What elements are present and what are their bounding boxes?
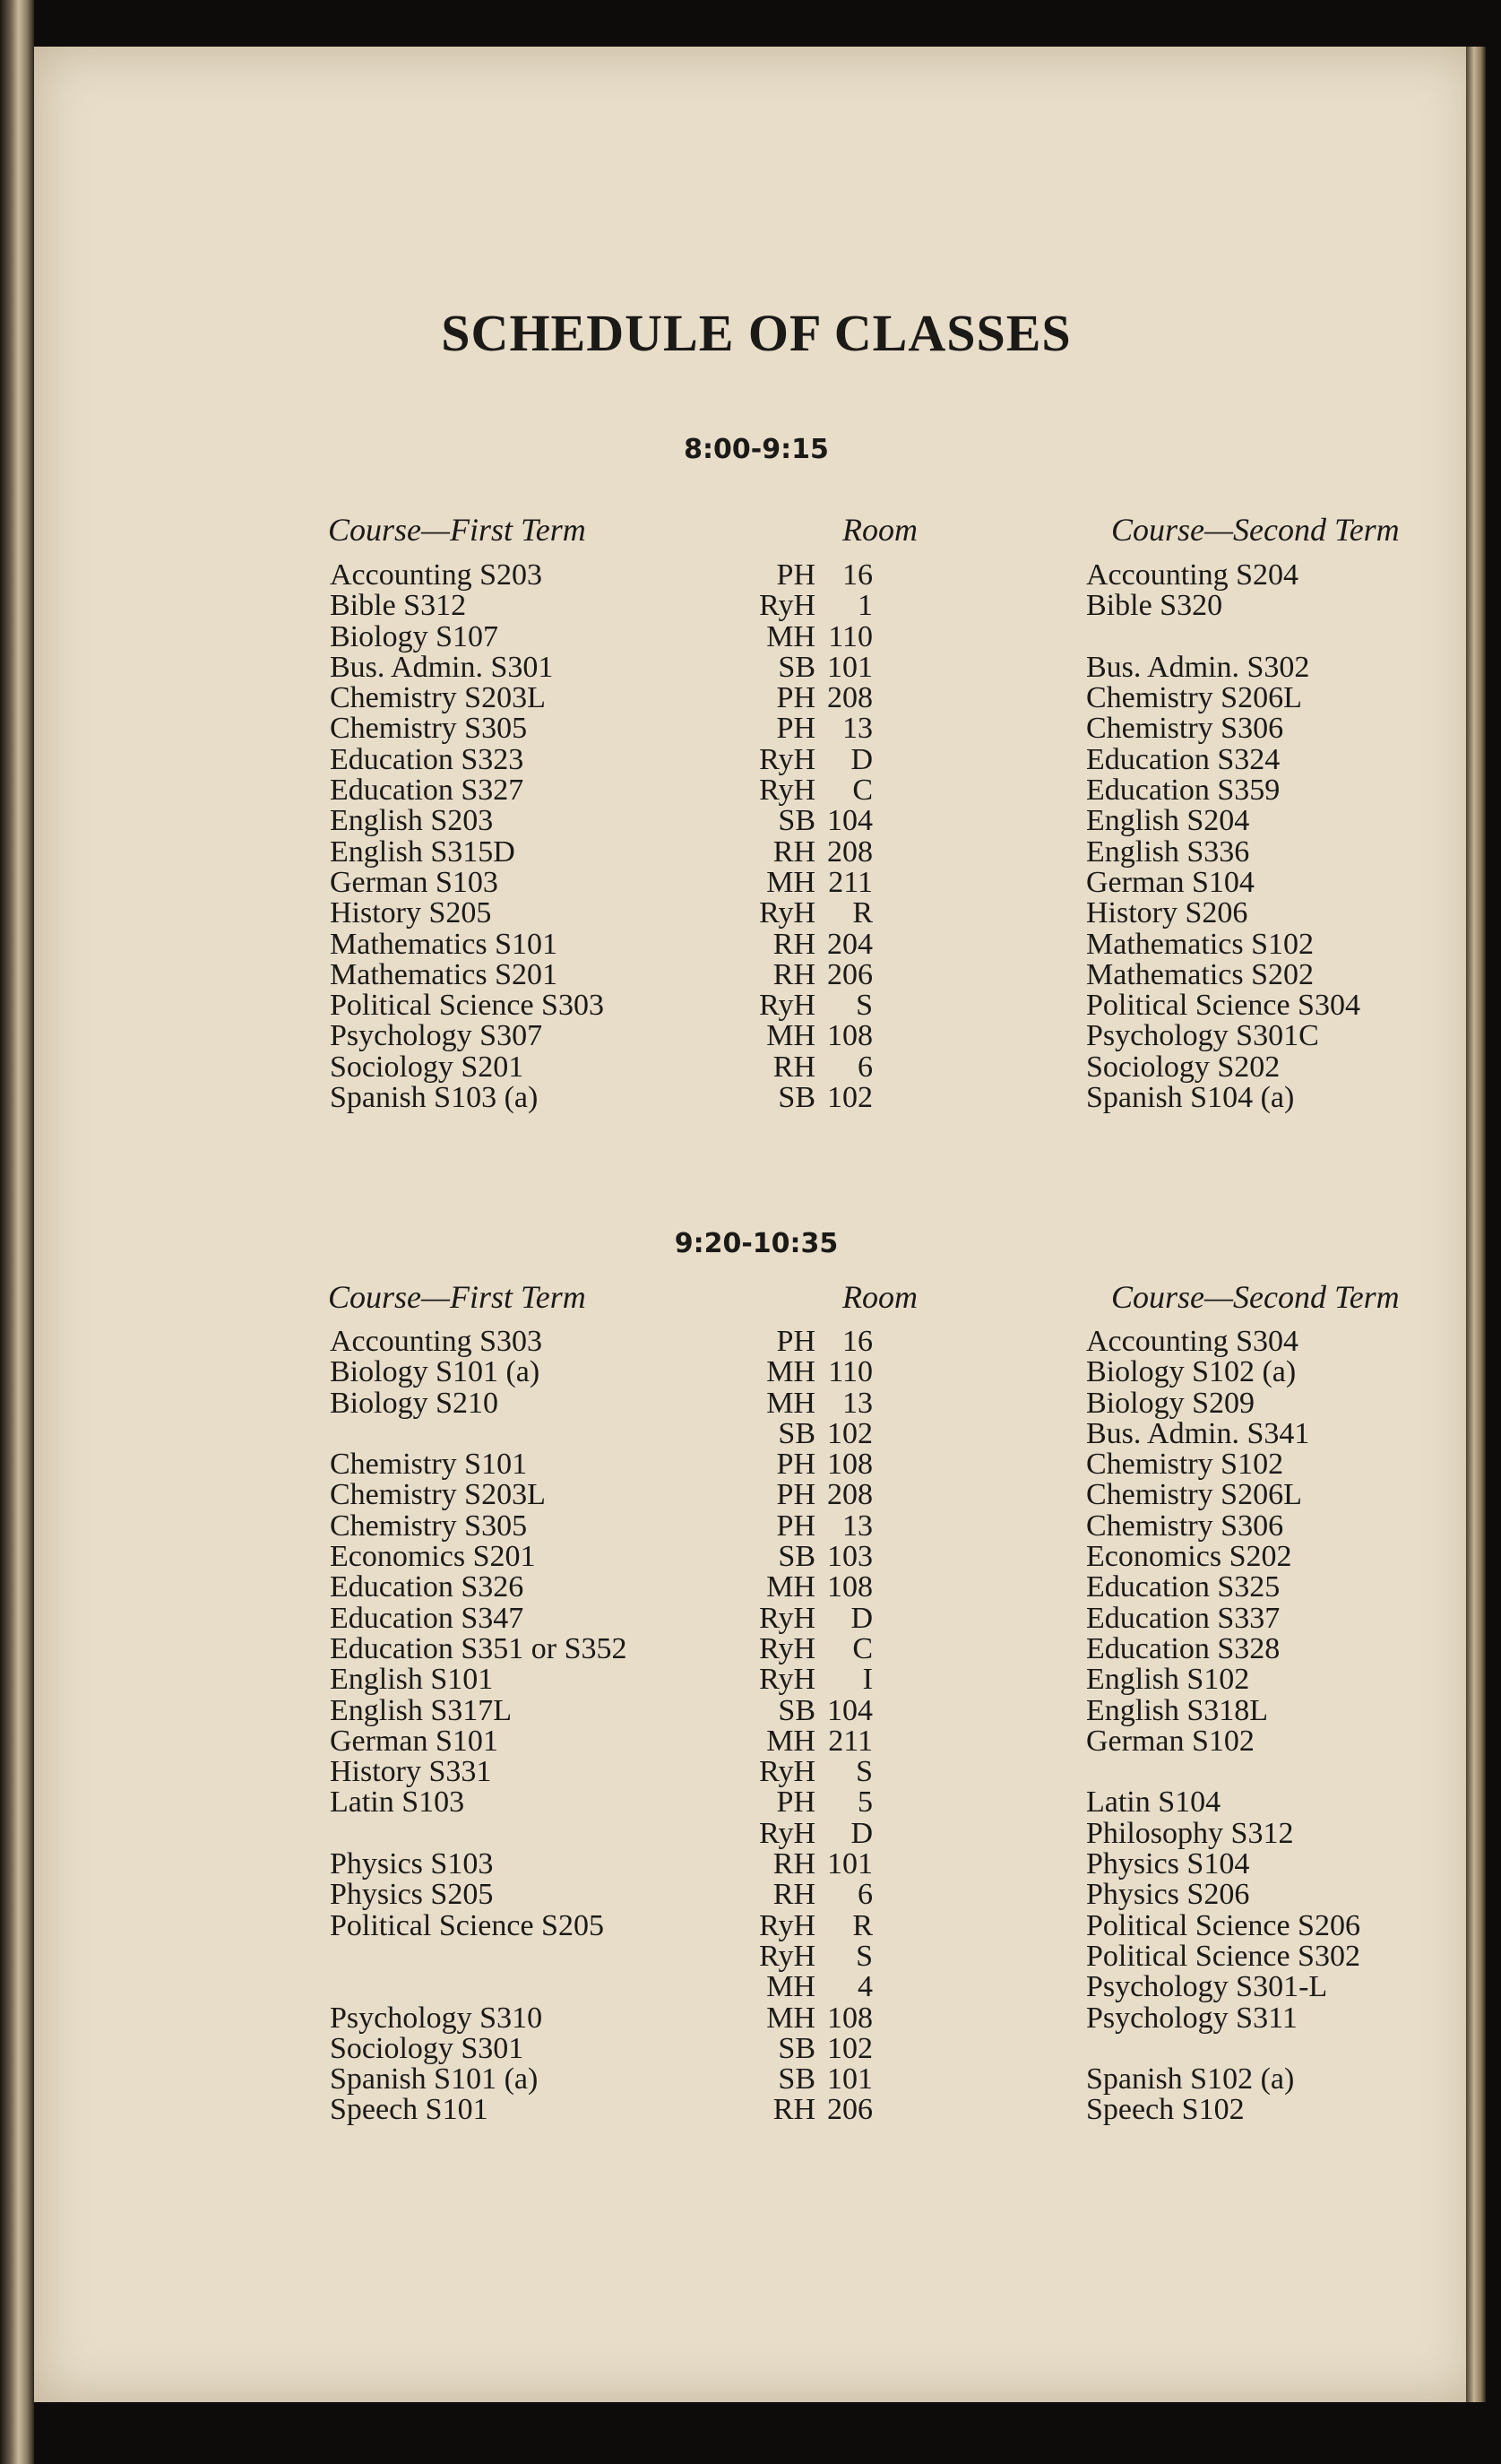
second-term-course: Political Science S206 — [1086, 1908, 1360, 1942]
room-building: RH — [772, 1847, 815, 1881]
room-cell — [751, 2031, 873, 2065]
second-term-course: Sociology S202 — [1086, 1050, 1281, 1084]
room-cell — [751, 713, 873, 744]
room-number: 208 — [827, 1478, 873, 1512]
room-number: C — [852, 774, 873, 808]
second-term-course: Physics S104 — [1086, 1847, 1250, 1881]
room-cell — [751, 1664, 873, 1695]
second-term-course — [1086, 2034, 1360, 2064]
second-term-course: Chemistry S206L — [1086, 681, 1302, 715]
room-cell — [751, 1021, 873, 1051]
first-term-course: Mathematics S201 — [330, 957, 558, 991]
room-number: 108 — [827, 1019, 873, 1053]
second-term-course: English S318L — [1086, 1693, 1269, 1727]
first-term-course: Accounting S303 — [330, 1325, 543, 1358]
room-cell — [751, 1416, 873, 1450]
second-term-course: Chemistry S206L — [1086, 1478, 1302, 1512]
room-building: RH — [772, 1050, 815, 1084]
second-term-course: Bus. Admin. S302 — [1086, 650, 1310, 684]
room-cell — [751, 1083, 873, 1113]
room-cell — [751, 1357, 873, 1388]
room-building: MH — [766, 1386, 815, 1420]
first-term-course: Speech S101 — [330, 2093, 488, 2127]
second-term-header: Course—Second Term — [1111, 512, 1400, 548]
first-term-course: Education S326 — [330, 1570, 524, 1604]
room-number: 5 — [858, 1785, 873, 1820]
first-term-course: English S101 — [330, 1663, 494, 1697]
first-term-course: Psychology S310 — [330, 2001, 543, 2035]
room-number: I — [862, 1663, 873, 1697]
room-cell — [751, 1941, 873, 1972]
room-cell — [751, 1908, 873, 1942]
room-cell — [751, 1726, 873, 1757]
room-number: 1 — [858, 589, 873, 623]
second-term-course: English S336 — [1086, 834, 1250, 869]
second-term-course: Education S325 — [1086, 1570, 1281, 1604]
room-number: 4 — [858, 1970, 873, 2004]
room-building: RyH — [759, 896, 815, 930]
room-building: RH — [772, 957, 815, 991]
first-term-course: Chemistry S203L — [330, 681, 546, 715]
room-cell — [751, 1449, 873, 1480]
second-term-course: Bus. Admin. S341 — [1086, 1416, 1310, 1450]
first-term-course: Bus. Admin. S301 — [330, 650, 554, 684]
room-number: 104 — [827, 804, 873, 838]
room-number: D — [850, 1816, 873, 1850]
second-term-course: Education S359 — [1086, 774, 1281, 808]
second-term-course: English S204 — [1086, 804, 1250, 838]
second-term-course: Chemistry S102 — [1086, 1448, 1284, 1482]
room-number: 16 — [842, 1325, 873, 1358]
room-building: MH — [766, 2001, 815, 2035]
room-number: 103 — [827, 1540, 873, 1574]
room-cell — [751, 1388, 873, 1419]
second-term-course: Political Science S302 — [1086, 1939, 1360, 1973]
second-term-course: Education S337 — [1086, 1601, 1281, 1635]
room-cell — [751, 591, 873, 621]
room-number: 211 — [828, 865, 873, 899]
room-cell — [751, 2064, 873, 2095]
room-cell — [751, 650, 873, 684]
room-cell — [751, 865, 873, 899]
second-term-course — [1086, 622, 1360, 653]
room-number: D — [850, 742, 873, 776]
first-term-course: Chemistry S305 — [330, 712, 528, 746]
second-term-course: Mathematics S102 — [1086, 927, 1315, 961]
room-building: RyH — [759, 774, 815, 808]
room-cell — [751, 742, 873, 776]
room-cell — [751, 560, 873, 591]
room-number: 13 — [842, 1386, 873, 1420]
room-cell — [751, 806, 873, 836]
room-cell — [751, 1693, 873, 1727]
second-term-course: Biology S209 — [1086, 1386, 1255, 1420]
room-number: 206 — [827, 957, 873, 991]
room-number: 108 — [827, 1448, 873, 1482]
room-number: 101 — [827, 1847, 873, 1881]
first-term-course: German S103 — [330, 865, 498, 899]
first-term-header: Course—First Term — [328, 512, 586, 548]
first-term-course — [330, 1819, 626, 1849]
second-term-course: Bible S320 — [1086, 589, 1223, 623]
second-term-column — [1086, 560, 1360, 1113]
second-term-course: Physics S206 — [1086, 1878, 1250, 1912]
room-cell — [751, 990, 873, 1021]
room-building: SB — [778, 804, 815, 838]
room-number: S — [856, 1755, 873, 1789]
first-term-course: Biology S101 (a) — [330, 1355, 540, 1389]
room-number: 211 — [828, 1724, 873, 1758]
room-number: S — [856, 1939, 873, 1973]
time-slot-heading: 9:20-10:35 — [674, 1228, 839, 1259]
room-building: RyH — [759, 1908, 815, 1942]
room-building: SB — [778, 1540, 815, 1574]
room-number: S — [856, 989, 873, 1023]
first-term-course: English S315D — [330, 834, 515, 869]
room-cell — [751, 1880, 873, 1910]
room-number: 13 — [842, 712, 873, 746]
second-term-course: Psychology S301-L — [1086, 1970, 1328, 2004]
second-term-course: Latin S104 — [1086, 1785, 1221, 1820]
first-term-course: Physics S205 — [330, 1878, 494, 1912]
first-term-course — [330, 1972, 626, 2002]
room-building: RyH — [759, 1663, 815, 1697]
second-term-course: English S102 — [1086, 1663, 1250, 1697]
room-building: SB — [778, 2062, 815, 2097]
room-cell — [751, 1511, 873, 1542]
room-header: Room — [842, 512, 918, 548]
room-building: MH — [766, 1570, 815, 1604]
second-term-course: Philosophy S312 — [1086, 1816, 1294, 1850]
room-cell — [751, 957, 873, 991]
first-term-column — [330, 560, 604, 1113]
room-building: RyH — [759, 589, 815, 623]
room-building: PH — [776, 558, 815, 592]
room-number: 208 — [827, 681, 873, 715]
room-number: R — [852, 1908, 873, 1942]
room-building: RH — [772, 834, 815, 869]
second-term-course: Education S328 — [1086, 1631, 1281, 1665]
book-spine — [0, 0, 34, 2464]
first-term-course: Mathematics S101 — [330, 927, 558, 961]
first-term-course: Education S347 — [330, 1601, 524, 1635]
room-building: PH — [776, 712, 815, 746]
room-number: 13 — [842, 1509, 873, 1543]
first-term-course: Sociology S301 — [330, 2031, 524, 2065]
first-term-header: Course—First Term — [328, 1279, 586, 1315]
room-building: MH — [766, 619, 815, 653]
first-term-course: Psychology S307 — [330, 1019, 543, 1053]
room-building: MH — [766, 865, 815, 899]
first-term-course: Latin S103 — [330, 1785, 465, 1820]
room-number: 110 — [828, 619, 873, 653]
second-term-header: Course—Second Term — [1111, 1279, 1400, 1315]
second-term-course: German S102 — [1086, 1724, 1255, 1758]
room-number: 110 — [828, 1355, 873, 1389]
room-building: PH — [776, 1509, 815, 1543]
second-term-course — [1086, 1757, 1360, 1787]
first-term-column — [330, 1327, 626, 2126]
second-term-course: History S206 — [1086, 896, 1248, 930]
second-term-course: Accounting S204 — [1086, 558, 1299, 592]
room-cell — [751, 1816, 873, 1850]
room-building: MH — [766, 1724, 815, 1758]
room-cell — [751, 1480, 873, 1510]
first-term-course: Education S351 or S352 — [330, 1631, 627, 1665]
room-building: SB — [778, 1081, 815, 1115]
room-building: PH — [776, 1785, 815, 1820]
room-cell — [751, 1787, 873, 1818]
room-building: RyH — [759, 1939, 815, 1973]
room-building: PH — [776, 1478, 815, 1512]
second-term-course: Education S324 — [1086, 742, 1281, 776]
first-term-course: Biology S107 — [330, 619, 498, 653]
room-number: 204 — [827, 927, 873, 961]
first-term-course: History S205 — [330, 896, 492, 930]
room-number: 208 — [827, 834, 873, 869]
room-cell — [751, 1572, 873, 1603]
room-number: 102 — [827, 1081, 873, 1115]
room-number: 108 — [827, 2001, 873, 2035]
first-term-course: Bible S312 — [330, 589, 467, 623]
room-cell — [751, 619, 873, 653]
first-term-course: Education S323 — [330, 742, 524, 776]
page-title: SCHEDULE OF CLASSES — [441, 304, 1072, 362]
first-term-course: Political Science S205 — [330, 1908, 604, 1942]
room-cell — [751, 2095, 873, 2125]
room-building: PH — [776, 1325, 815, 1358]
first-term-course: History S331 — [330, 1755, 492, 1789]
room-number: 108 — [827, 1570, 873, 1604]
room-number: 6 — [858, 1050, 873, 1084]
room-building: PH — [776, 681, 815, 715]
room-column — [751, 1327, 873, 2126]
room-cell — [751, 929, 873, 960]
room-number: 102 — [827, 2031, 873, 2065]
room-building: RyH — [759, 989, 815, 1023]
first-term-course: Political Science S303 — [330, 989, 604, 1023]
room-cell — [751, 1327, 873, 1357]
second-term-course: Psychology S301C — [1086, 1019, 1319, 1053]
second-term-course: Psychology S311 — [1086, 2001, 1298, 2035]
first-term-course: Spanish S101 (a) — [330, 2062, 539, 2097]
room-building: SB — [778, 1416, 815, 1450]
room-cell — [751, 1972, 873, 2002]
room-number: 206 — [827, 2093, 873, 2127]
room-cell — [751, 898, 873, 929]
first-term-course — [330, 1941, 626, 1972]
first-term-course: Chemistry S305 — [330, 1509, 528, 1543]
first-term-course: Spanish S103 (a) — [330, 1081, 539, 1115]
room-building: MH — [766, 1970, 815, 2004]
room-cell — [751, 834, 873, 869]
room-cell — [751, 683, 873, 713]
room-cell — [751, 775, 873, 806]
room-number: 16 — [842, 558, 873, 592]
room-header: Room — [842, 1279, 918, 1315]
room-number: D — [850, 1601, 873, 1635]
room-building: SB — [778, 2031, 815, 2065]
first-term-course: Chemistry S203L — [330, 1478, 546, 1512]
first-term-course: Economics S201 — [330, 1540, 536, 1574]
room-cell — [751, 1849, 873, 1880]
room-cell — [751, 1757, 873, 1787]
room-building: RyH — [759, 1601, 815, 1635]
room-number: C — [852, 1631, 873, 1665]
room-building: RH — [772, 1878, 815, 1912]
room-number: 102 — [827, 1416, 873, 1450]
room-building: RyH — [759, 742, 815, 776]
second-term-course: Economics S202 — [1086, 1540, 1292, 1574]
room-building: RyH — [759, 1816, 815, 1850]
room-cell — [751, 1631, 873, 1665]
second-term-course: Speech S102 — [1086, 2093, 1245, 2127]
room-building: SB — [778, 650, 815, 684]
room-building: MH — [766, 1355, 815, 1389]
second-term-course: Political Science S304 — [1086, 989, 1360, 1023]
room-number: 104 — [827, 1693, 873, 1727]
page — [34, 47, 1479, 2402]
first-term-course: Biology S210 — [330, 1386, 498, 1420]
second-term-course: Spanish S102 (a) — [1086, 2062, 1295, 2097]
first-term-course: Education S327 — [330, 774, 524, 808]
room-building: SB — [778, 1693, 815, 1727]
second-term-course: Spanish S104 (a) — [1086, 1081, 1295, 1115]
room-number: 101 — [827, 2062, 873, 2097]
second-term-course: German S104 — [1086, 865, 1255, 899]
room-building: RH — [772, 927, 815, 961]
second-term-course: Mathematics S202 — [1086, 957, 1315, 991]
first-term-course: English S203 — [330, 804, 494, 838]
room-building: PH — [776, 1448, 815, 1482]
room-number: 6 — [858, 1878, 873, 1912]
room-building: RH — [772, 2093, 815, 2127]
room-number: R — [852, 896, 873, 930]
room-cell — [751, 1542, 873, 1572]
room-building: MH — [766, 1019, 815, 1053]
second-term-course: Chemistry S306 — [1086, 712, 1284, 746]
second-term-column — [1086, 1327, 1360, 2126]
second-term-course: Biology S102 (a) — [1086, 1355, 1297, 1389]
room-number: 101 — [827, 650, 873, 684]
first-term-course: English S317L — [330, 1693, 513, 1727]
second-term-course: Accounting S304 — [1086, 1325, 1299, 1358]
room-building: RyH — [759, 1755, 815, 1789]
room-cell — [751, 1052, 873, 1083]
first-term-course: German S101 — [330, 1724, 498, 1758]
first-term-course: Accounting S203 — [330, 558, 543, 592]
first-term-course: Physics S103 — [330, 1847, 494, 1881]
first-term-course: Chemistry S101 — [330, 1448, 528, 1482]
room-column — [751, 560, 873, 1113]
page-edge — [1466, 47, 1486, 2402]
time-slot-heading: 8:00-9:15 — [684, 434, 829, 465]
room-building: RyH — [759, 1631, 815, 1665]
first-term-course: Sociology S201 — [330, 1050, 524, 1084]
second-term-course: Chemistry S306 — [1086, 1509, 1284, 1543]
room-cell — [751, 1601, 873, 1635]
room-cell — [751, 2003, 873, 2034]
first-term-course — [330, 1419, 626, 1449]
